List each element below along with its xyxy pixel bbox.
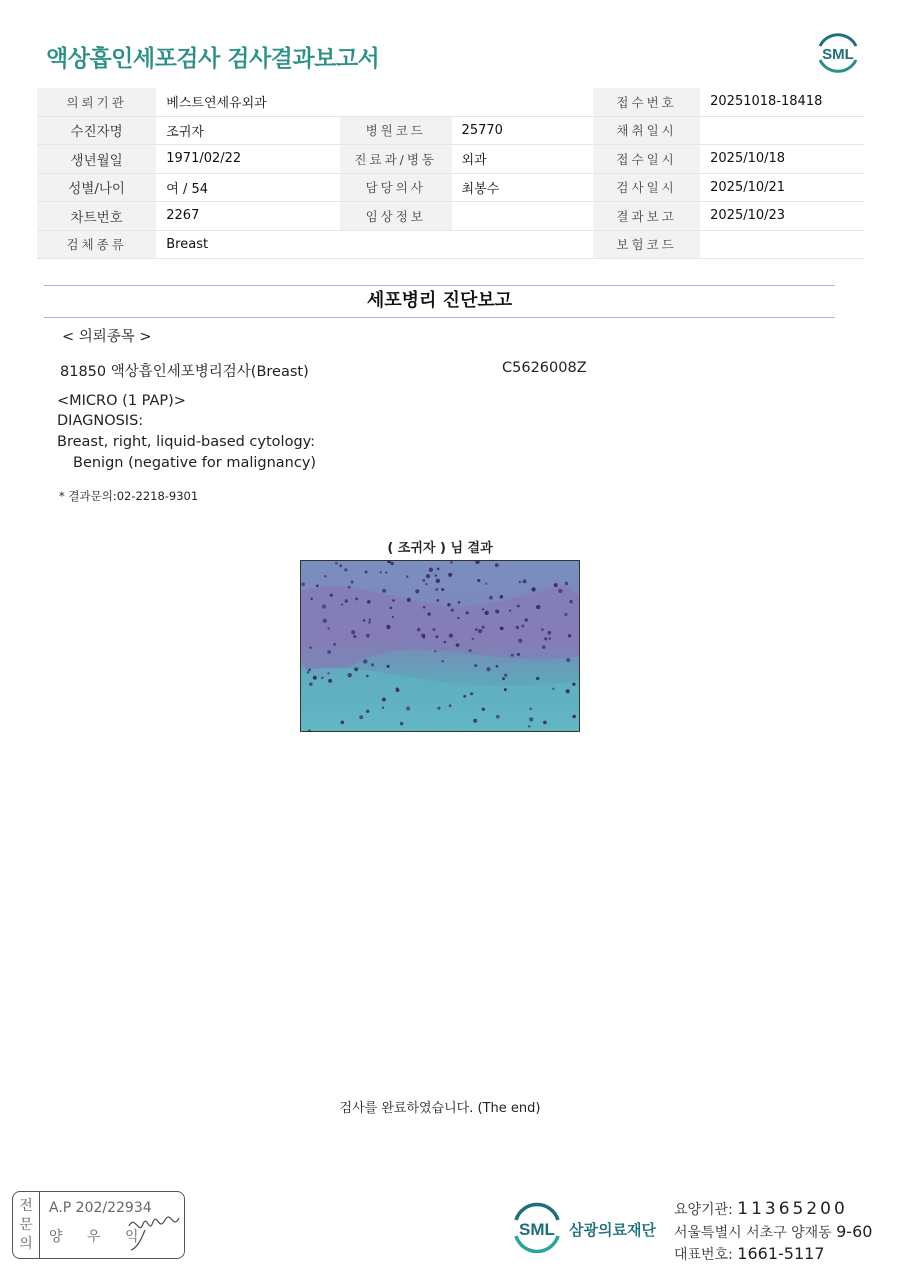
info-row (37, 230, 864, 259)
info-row (37, 116, 864, 145)
info-value (700, 230, 864, 259)
cell-nucleus (415, 589, 419, 593)
cell-nucleus (351, 580, 354, 583)
cell-nucleus (324, 575, 327, 578)
info-label: 채취일시 (593, 116, 700, 145)
cell-nucleus (366, 710, 370, 714)
cell-nucleus (366, 675, 369, 678)
cell-nucleus (450, 561, 453, 564)
cell-nucleus (489, 596, 493, 600)
info-label (340, 88, 452, 116)
info-label: 임상정보 (340, 202, 452, 231)
info-label: 진료과/병동 (340, 145, 452, 174)
address-text: 서울특별시 서초구 양재동 (674, 1225, 832, 1241)
cell-nucleus (554, 583, 558, 587)
cell-nucleus (504, 674, 507, 677)
cell-nucleus (463, 695, 466, 698)
info-value: 2267 (156, 202, 340, 231)
address (674, 1222, 872, 1242)
pathologist-stamp (12, 1191, 185, 1259)
info-value: 조귀자 (156, 116, 340, 145)
cell-nucleus (333, 643, 336, 646)
cell-nucleus (523, 579, 527, 583)
stamp-pathologist-name: 양 우 익 (49, 1229, 149, 1245)
image-caption: ( 조귀자 ) 님 결과 (387, 541, 493, 556)
cell-nucleus (368, 621, 371, 624)
info-value: 베스트연세유외과 (156, 88, 340, 116)
info-value (452, 202, 593, 231)
cell-nucleus (566, 689, 570, 693)
cell-nucleus (313, 676, 317, 680)
cell-nucleus (536, 677, 539, 680)
cell-nucleus (316, 584, 319, 587)
cell-nucleus (529, 708, 532, 711)
cell-nucleus (359, 715, 363, 719)
cell-nucleus (495, 563, 499, 567)
cell-nucleus (544, 637, 547, 640)
cell-nucleus (434, 650, 436, 652)
cell-nucleus (565, 582, 569, 586)
cell-nucleus (328, 679, 332, 683)
cell-nucleus (517, 605, 520, 608)
cell-nucleus (496, 665, 499, 668)
cell-nucleus (344, 568, 347, 571)
cell-nucleus (351, 630, 355, 634)
cell-nucleus (511, 654, 514, 657)
cell-nucleus (566, 658, 570, 662)
cell-nucleus (436, 599, 439, 602)
cell-nucleus (558, 589, 562, 593)
info-label: 차트번호 (37, 202, 156, 231)
stamp-ap-number: A.P 202/22934 (49, 1200, 152, 1216)
cell-nucleus (386, 625, 390, 629)
info-label: 성별/나이 (37, 173, 156, 202)
cell-nucleus (528, 725, 530, 727)
cell-nucleus (441, 588, 444, 591)
cell-nucleus (449, 704, 452, 707)
cell-nucleus (435, 635, 438, 638)
sml-footer-logo (508, 1198, 566, 1256)
cell-nucleus (442, 660, 444, 662)
order-item: 81850 액상흡인세포병리검사(Breast) (60, 364, 309, 380)
cell-nucleus (365, 570, 368, 573)
cell-nucleus (400, 722, 403, 725)
cell-nucleus (449, 634, 453, 638)
patient-info-table (37, 88, 864, 259)
cell-nucleus (502, 677, 505, 680)
cell-nucleus (485, 611, 489, 615)
cell-nucleus (478, 629, 482, 633)
cell-nucleus (529, 717, 533, 721)
cell-nucleus (310, 598, 312, 600)
cell-nucleus (496, 715, 500, 719)
cell-nucleus (363, 659, 367, 663)
info-label: 담당의사 (340, 173, 452, 202)
cell-nucleus (448, 573, 452, 577)
cell-nucleus (355, 597, 358, 600)
cell-nucleus (477, 579, 480, 582)
info-label: 검사일시 (593, 173, 700, 202)
cell-nucleus (548, 637, 550, 639)
info-row (37, 88, 864, 116)
cell-nucleus (429, 568, 433, 572)
signature (125, 1206, 185, 1254)
cell-nucleus (456, 643, 460, 647)
cell-nucleus (472, 638, 474, 640)
cell-nucleus (495, 610, 499, 614)
cell-nucleus (327, 672, 329, 674)
cell-nucleus (466, 611, 469, 614)
info-label: 의뢰기관 (37, 88, 156, 116)
cell-nucleus (392, 616, 394, 618)
cell-nucleus (371, 663, 374, 666)
cell-nucleus (382, 706, 385, 709)
cell-nucleus (434, 574, 437, 577)
info-value: 2025/10/18 (700, 145, 864, 174)
cell-nucleus (427, 612, 430, 615)
diagnosis-line: Breast, right, liquid-based cytology: (57, 434, 316, 450)
order-heading: < 의뢰종목 > (62, 329, 152, 345)
cell-nucleus (380, 571, 382, 573)
cell-nucleus (564, 613, 567, 616)
info-value: 외과 (452, 145, 593, 174)
info-value: 2025/10/23 (700, 202, 864, 231)
sml-logo-text: SML (822, 46, 854, 63)
cell-nucleus (470, 692, 473, 695)
cell-nucleus (517, 653, 520, 656)
cell-nucleus (327, 650, 331, 654)
cell-nucleus (309, 647, 311, 649)
info-label: 보험코드 (593, 230, 700, 259)
info-value: 25770 (452, 116, 593, 145)
info-value: 2025/10/21 (700, 173, 864, 202)
cell-nucleus (340, 720, 344, 724)
sml-footer-logo-text: SML (519, 1220, 555, 1239)
cell-nucleus (309, 683, 312, 686)
info-label: 검체종류 (37, 230, 156, 259)
info-value: 1971/02/22 (156, 145, 340, 174)
cell-nucleus (437, 707, 440, 710)
cell-nucleus (458, 601, 461, 604)
institution-code-label: 요양기관: (674, 1202, 733, 1218)
cell-nucleus (486, 667, 490, 671)
cell-nucleus (543, 721, 547, 725)
sml-logo (812, 28, 864, 76)
cell-nucleus (425, 583, 427, 585)
cell-nucleus (369, 618, 371, 620)
cell-nucleus (348, 586, 351, 589)
inquiry-phone: * 결과문의:02-2218-9301 (59, 489, 199, 503)
institution-code (674, 1199, 848, 1219)
cell-nucleus (435, 588, 438, 591)
cell-nucleus (500, 627, 504, 631)
info-label: 수진자명 (37, 116, 156, 145)
cell-nucleus (353, 635, 356, 638)
stamp-specialist-label (13, 1192, 40, 1258)
cell-nucleus (572, 715, 576, 719)
cell-nucleus (509, 609, 511, 611)
info-row (37, 202, 864, 231)
cell-nucleus (348, 673, 352, 677)
cell-nucleus (335, 562, 338, 565)
cell-nucleus (474, 664, 477, 667)
cell-nucleus (391, 562, 394, 565)
address-number: 9-60 (836, 1222, 873, 1241)
cell-nucleus (572, 683, 575, 686)
info-label: 접수일시 (593, 145, 700, 174)
cell-nucleus (363, 619, 365, 621)
info-value (452, 230, 593, 259)
cell-nucleus (482, 608, 484, 610)
cell-nucleus (341, 603, 343, 605)
info-value (452, 88, 593, 116)
cell-nucleus (451, 609, 454, 612)
info-label: 병원코드 (340, 116, 452, 145)
cell-nucleus (366, 634, 370, 638)
cell-nucleus (345, 599, 348, 602)
cell-nucleus (519, 581, 521, 583)
cell-nucleus (392, 599, 395, 602)
cell-nucleus (406, 707, 410, 711)
cell-nucleus (339, 564, 342, 567)
info-value: 여 / 54 (156, 173, 340, 202)
cell-nucleus (382, 589, 386, 593)
cell-nucleus (423, 636, 425, 638)
cell-nucleus (516, 626, 519, 629)
cell-nucleus (406, 575, 408, 577)
cell-nucleus (447, 603, 450, 606)
cell-nucleus (396, 688, 399, 691)
phone (674, 1244, 825, 1264)
cell-nucleus (308, 668, 311, 671)
info-value: Breast (156, 230, 340, 259)
cell-nucleus (524, 618, 528, 622)
cell-nucleus (531, 587, 535, 591)
cell-nucleus (354, 667, 358, 671)
info-row (37, 173, 864, 202)
cell-nucleus (432, 628, 435, 631)
cell-nucleus (552, 688, 554, 690)
cell-nucleus (541, 628, 544, 631)
cell-nucleus (417, 628, 421, 632)
cell-nucleus (482, 626, 485, 629)
cell-nucleus (547, 631, 551, 635)
cell-nucleus (323, 619, 327, 623)
cell-nucleus (385, 571, 387, 573)
cell-nucleus (443, 641, 446, 644)
cell-nucleus (387, 665, 390, 668)
diagnosis-label: DIAGNOSIS: (57, 413, 144, 429)
info-label (340, 230, 452, 259)
info-value: 20251018-18418 (700, 88, 864, 116)
cell-nucleus (469, 649, 472, 652)
cell-nucleus (426, 574, 430, 578)
info-row (37, 145, 864, 174)
info-value: 최봉수 (452, 173, 593, 202)
cell-nucleus (518, 639, 522, 643)
cell-nucleus (568, 634, 571, 637)
cell-nucleus (407, 598, 411, 602)
cell-nucleus (437, 568, 440, 571)
cell-nucleus (382, 698, 386, 702)
cell-nucleus (473, 719, 477, 723)
cell-nucleus (485, 583, 487, 585)
cell-nucleus (422, 579, 425, 582)
cell-nucleus (457, 617, 459, 619)
section-rule-bottom (44, 317, 835, 318)
cytology-image (300, 560, 580, 732)
cell-nucleus (569, 600, 573, 604)
institution-code-value: 11365200 (737, 1199, 848, 1219)
info-label: 결과보고 (593, 202, 700, 231)
cell-nucleus (390, 607, 393, 610)
order-code: C5626008Z (502, 360, 587, 376)
cell-nucleus (482, 708, 485, 711)
stamp-char: 의 (19, 1235, 33, 1252)
cell-nucleus (542, 645, 546, 649)
cell-nucleus (423, 606, 426, 609)
cell-nucleus (322, 605, 326, 609)
section-title: 세포병리 진단보고 (366, 290, 513, 311)
cell-nucleus (327, 627, 330, 630)
micro-label: <MICRO (1 PAP)> (57, 393, 186, 409)
phone-value: 1661-5117 (737, 1244, 825, 1263)
cell-nucleus (330, 594, 333, 597)
report-title: 액상흡인세포검사 검사결과보고서 (46, 46, 380, 72)
cell-nucleus (367, 600, 371, 604)
cell-nucleus (521, 624, 524, 627)
info-value (700, 116, 864, 145)
diagnosis-result: Benign (negative for malignancy) (73, 455, 317, 471)
cell-nucleus (307, 671, 310, 674)
cell-nucleus (536, 605, 540, 609)
info-label: 생년월일 (37, 145, 156, 174)
cell-nucleus (321, 677, 324, 680)
stamp-char: 문 (19, 1216, 33, 1233)
cell-nucleus (475, 628, 478, 631)
info-label: 접수번호 (593, 88, 700, 116)
phone-label: 대표번호: (674, 1247, 733, 1263)
org-name: 삼광의료재단 (569, 1221, 656, 1239)
end-message: 검사를 완료하였습니다. (The end) (339, 1101, 541, 1116)
stamp-char: 전 (19, 1197, 33, 1214)
cell-nucleus (504, 688, 507, 691)
cell-nucleus (301, 582, 305, 586)
cell-nucleus (436, 579, 440, 583)
cell-nucleus (500, 595, 504, 599)
